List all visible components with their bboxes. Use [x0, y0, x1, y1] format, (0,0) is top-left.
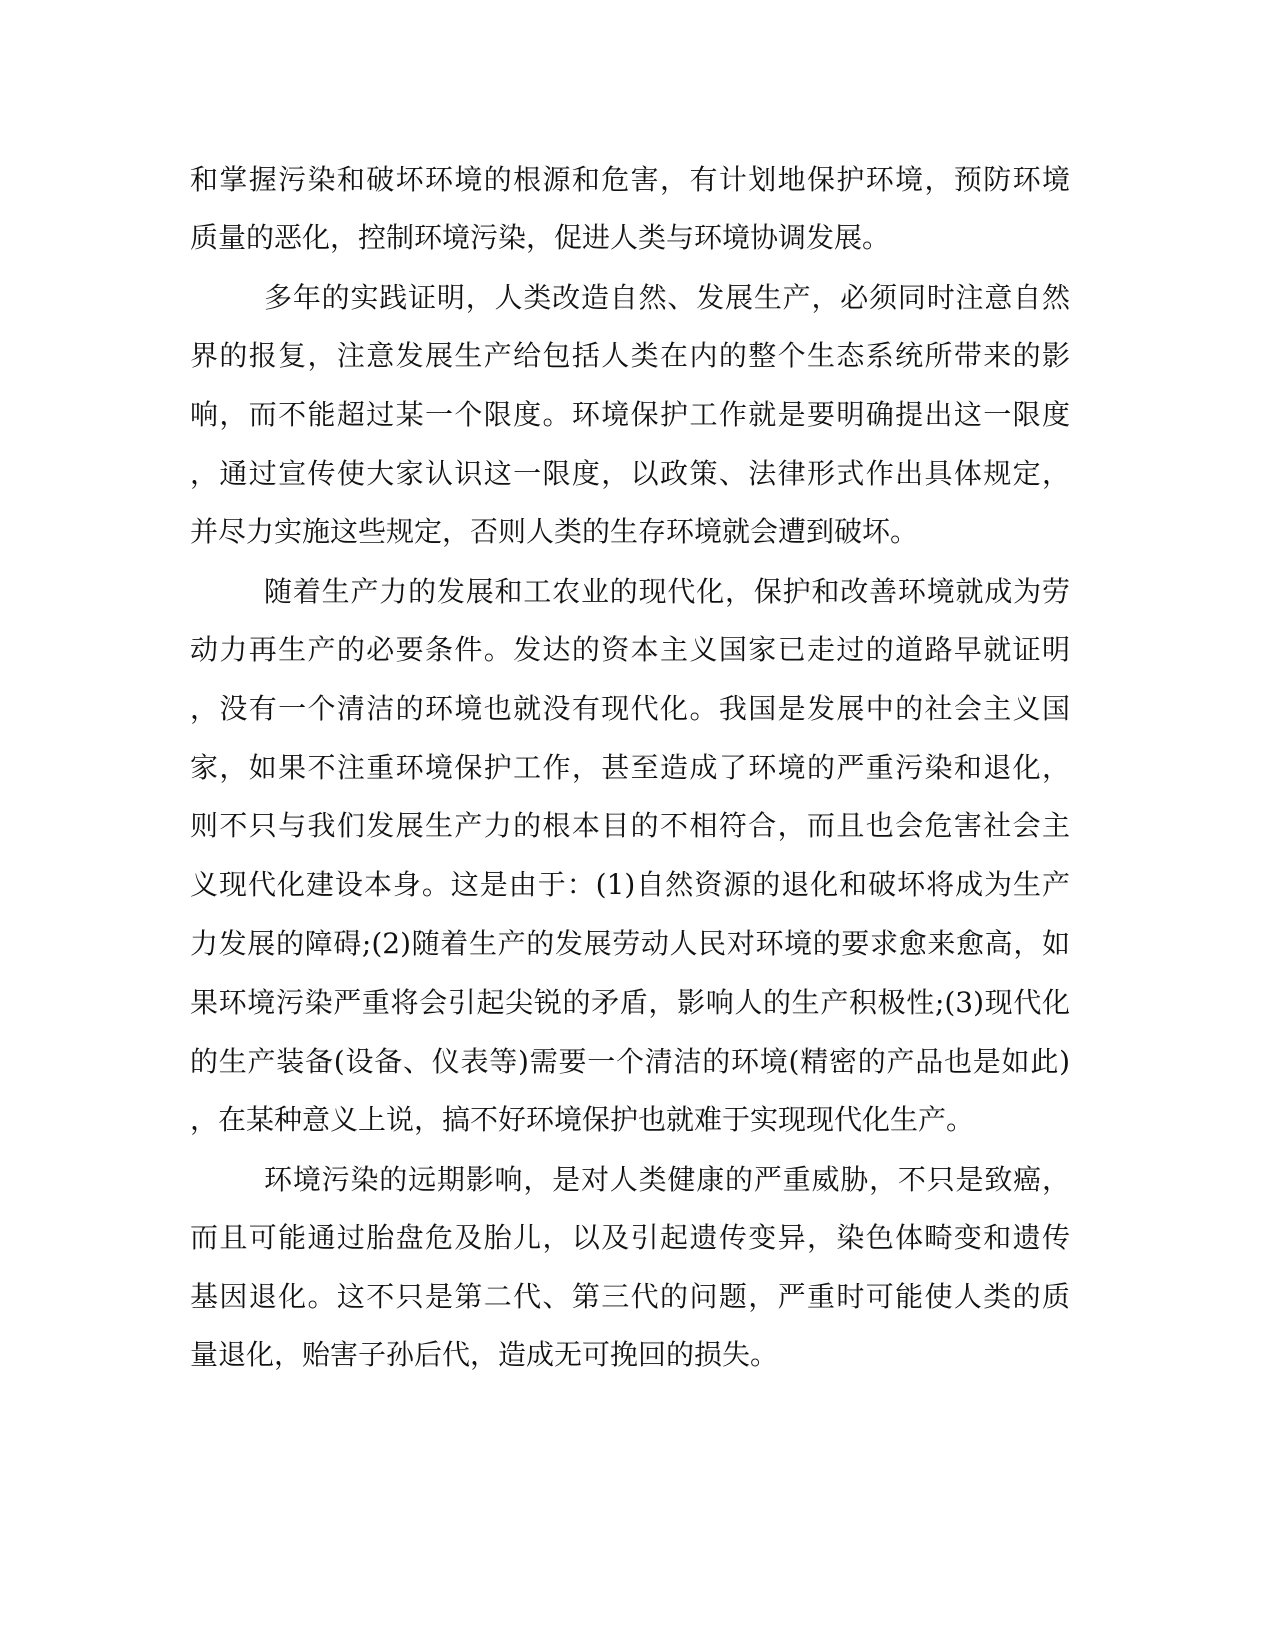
text-line: 果环境污染严重将会引起尖锐的矛盾，影响人的生产积极性;(3)现代化 [190, 986, 1070, 1019]
paragraph-first-line: 环境污染的远期影响，是对人类健康的严重威胁，不只是致癌， [264, 1163, 1070, 1196]
text-line: 而且可能通过胎盘危及胎儿，以及引起遗传变异，染色体畸变和遗传 [190, 1221, 1070, 1254]
text-line: 家，如果不注重环境保护工作，甚至造成了环境的严重污染和退化， [190, 751, 1070, 784]
text-line: 响，而不能超过某一个限度。环境保护工作就是要明确提出这一限度 [190, 398, 1070, 431]
text-line: ，在某种意义上说，搞不好环境保护也就难于实现现代化生产。 [190, 1103, 975, 1136]
paragraph-first-line: 随着生产力的发展和工农业的现代化，保护和改善环境就成为劳 [264, 575, 1070, 608]
text-line: 的生产装备(设备、仪表等)需要一个清洁的环境(精密的产品也是如此) [190, 1045, 1070, 1078]
text-line: 力发展的障碍;(2)随着生产的发展劳动人民对环境的要求愈来愈高，如 [190, 927, 1070, 960]
text-line: 量退化，贻害子孙后代，造成无可挽回的损失。 [190, 1338, 779, 1371]
text-line: 基因退化。这不只是第二代、第三代的问题，严重时可能使人类的质 [190, 1280, 1070, 1313]
text-line: ，通过宣传使大家认识这一限度，以政策、法律形式作出具体规定， [190, 457, 1070, 490]
text-line: 义现代化建设本身。这是由于：(1)自然资源的退化和破坏将成为生产 [190, 868, 1070, 901]
text-line: 并尽力实施这些规定，否则人类的生存环境就会遭到破坏。 [190, 515, 919, 548]
text-line: 则不只与我们发展生产力的根本目的不相符合，而且也会危害社会主 [190, 809, 1070, 842]
text-line: 质量的恶化，控制环境污染，促进人类与环境协调发展。 [190, 221, 891, 254]
paragraph-first-line: 多年的实践证明，人类改造自然、发展生产，必须同时注意自然 [264, 281, 1070, 314]
text-line: ，没有一个清洁的环境也就没有现代化。我国是发展中的社会主义国 [190, 692, 1070, 725]
text-line: 动力再生产的必要条件。发达的资本主义国家已走过的道路早就证明 [190, 633, 1070, 666]
text-line: 界的报复，注意发展生产给包括人类在内的整个生态系统所带来的影 [190, 339, 1070, 372]
text-line: 和掌握污染和破坏环境的根源和危害，有计划地保护环境，预防环境 [190, 163, 1070, 196]
